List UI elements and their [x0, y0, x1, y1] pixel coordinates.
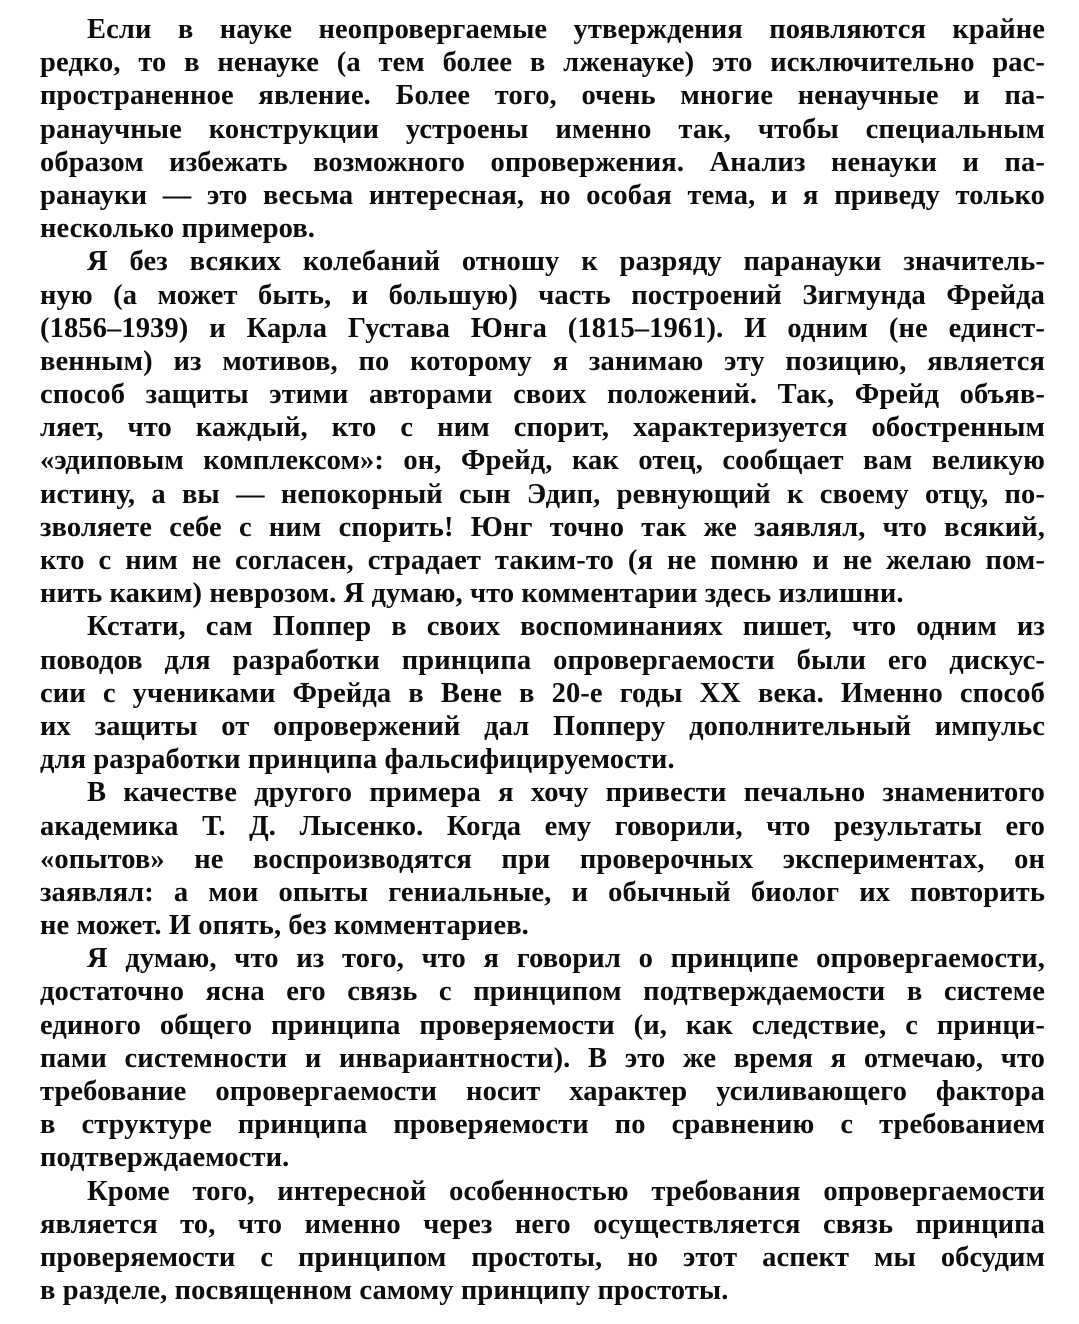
text-line: несколько примеров. [40, 213, 316, 245]
text-line: ранауки — это весьма интересная, но особая тема, и я приведу только [40, 179, 1045, 211]
text-line: подтверждаемости. [40, 1142, 290, 1174]
text-line: пами системности и инвариантности). В это же время я отмечаю, что [40, 1042, 1045, 1074]
text-line: ляет, что каждый, кто с ним спорит, характеризуется обостренным [40, 412, 1045, 444]
text-line: сии с учениками Фрейда в Вене в 20-е годы XX века. Именно способ [40, 677, 1045, 709]
text-line: В качестве другого примера я хочу привести печально знаменитого [87, 777, 1045, 809]
text-line: требование опровергаемости носит характер усиливающего фактора [40, 1076, 1045, 1107]
text-line: в разделе, посвященном самому принципу простоты. [40, 1275, 729, 1307]
text-line: венным) из мотивов, по которому я занимаю эту позицию, является [40, 345, 1045, 377]
text-line: «опытов» не воспроизводятся при проверочных экспериментах, он [40, 843, 1045, 875]
text-line: академика Т. Д. Лысенко. Когда ему говорили, что результаты его [40, 810, 1045, 842]
text-line: редко, то в ненауке (а тем более в лженауке) это исключительно рас- [40, 47, 1045, 79]
text-line: единого общего принципа проверяемости (и, как следствие, с принци- [40, 1009, 1045, 1041]
text-line: в структуре принципа проверяемости по сравнению с требованием [40, 1109, 1045, 1141]
text-line: ранаучные конструкции устроены именно так, чтобы специальным [40, 113, 1045, 145]
text-line: Кроме того, интересной особенностью требования опровергаемости [87, 1175, 1045, 1207]
text-block [40, 13, 1045, 1307]
text-line: образом избежать возможного опровержения. Анализ ненауки и па- [40, 146, 1045, 178]
text-line: нить каким) неврозом. Я думаю, что комментарии здесь излишни. [40, 578, 904, 610]
text-line: пространенное явление. Более того, очень многие ненаучные и па- [40, 80, 1045, 112]
text-line: проверяемости с принципом простоты, но этот аспект мы обсудим [40, 1241, 1045, 1273]
text-line: «эдиповым комплексом»: он, Фрейд, как отец, сообщает вам великую [40, 445, 1045, 477]
text-line: достаточно ясна его связь с принципом подтверждаемости в системе [40, 976, 1045, 1008]
text-line: является то, что именно через него осуществляется связь принципа [40, 1208, 1045, 1240]
text-line: Если в науке неопровергаемые утверждения появляются крайне [87, 14, 1045, 45]
text-line: заявлял: а мои опыты гениальные, и обычный биолог их повторить [40, 876, 1045, 908]
text-line: Кстати, сам Поппер в своих воспоминаниях пишет, что одним из [87, 611, 1045, 643]
text-line: поводов для разработки принципа опровергаемости были его дискус- [40, 644, 1045, 676]
text-line: кто с ним не согласен, страдает таким-то (я не помню и не желаю пом- [40, 545, 1045, 576]
text-line: не может. И опять, без комментариев. [40, 910, 529, 942]
text-line: их защиты от опровержений дал Попперу дополнительный импульс [40, 710, 1045, 742]
text-line: ную (а может быть, и большую) часть построений Зигмунда Фрейда [40, 279, 1045, 311]
text-line: зволяете себе с ним спорить! Юнг точно так же заявлял, что всякий, [40, 511, 1045, 543]
text-line: (1856–1939) и Карла Густава Юнга (1815–1961). И одним (не единст- [40, 312, 1045, 344]
text-line: истину, а вы — непокорный сын Эдип, ревнующий к своему отцу, по- [40, 478, 1045, 510]
text-line: способ защиты этими авторами своих положений. Так, Фрейд объяв- [40, 379, 1045, 411]
text-line: Я без всяких колебаний отношу к разряду паранауки значитель- [87, 246, 1045, 278]
text-line: Я думаю, что из того, что я говорил о принципе опровергаемости, [87, 943, 1045, 975]
text-line: для разработки принципа фальсифицируемости. [40, 744, 675, 776]
